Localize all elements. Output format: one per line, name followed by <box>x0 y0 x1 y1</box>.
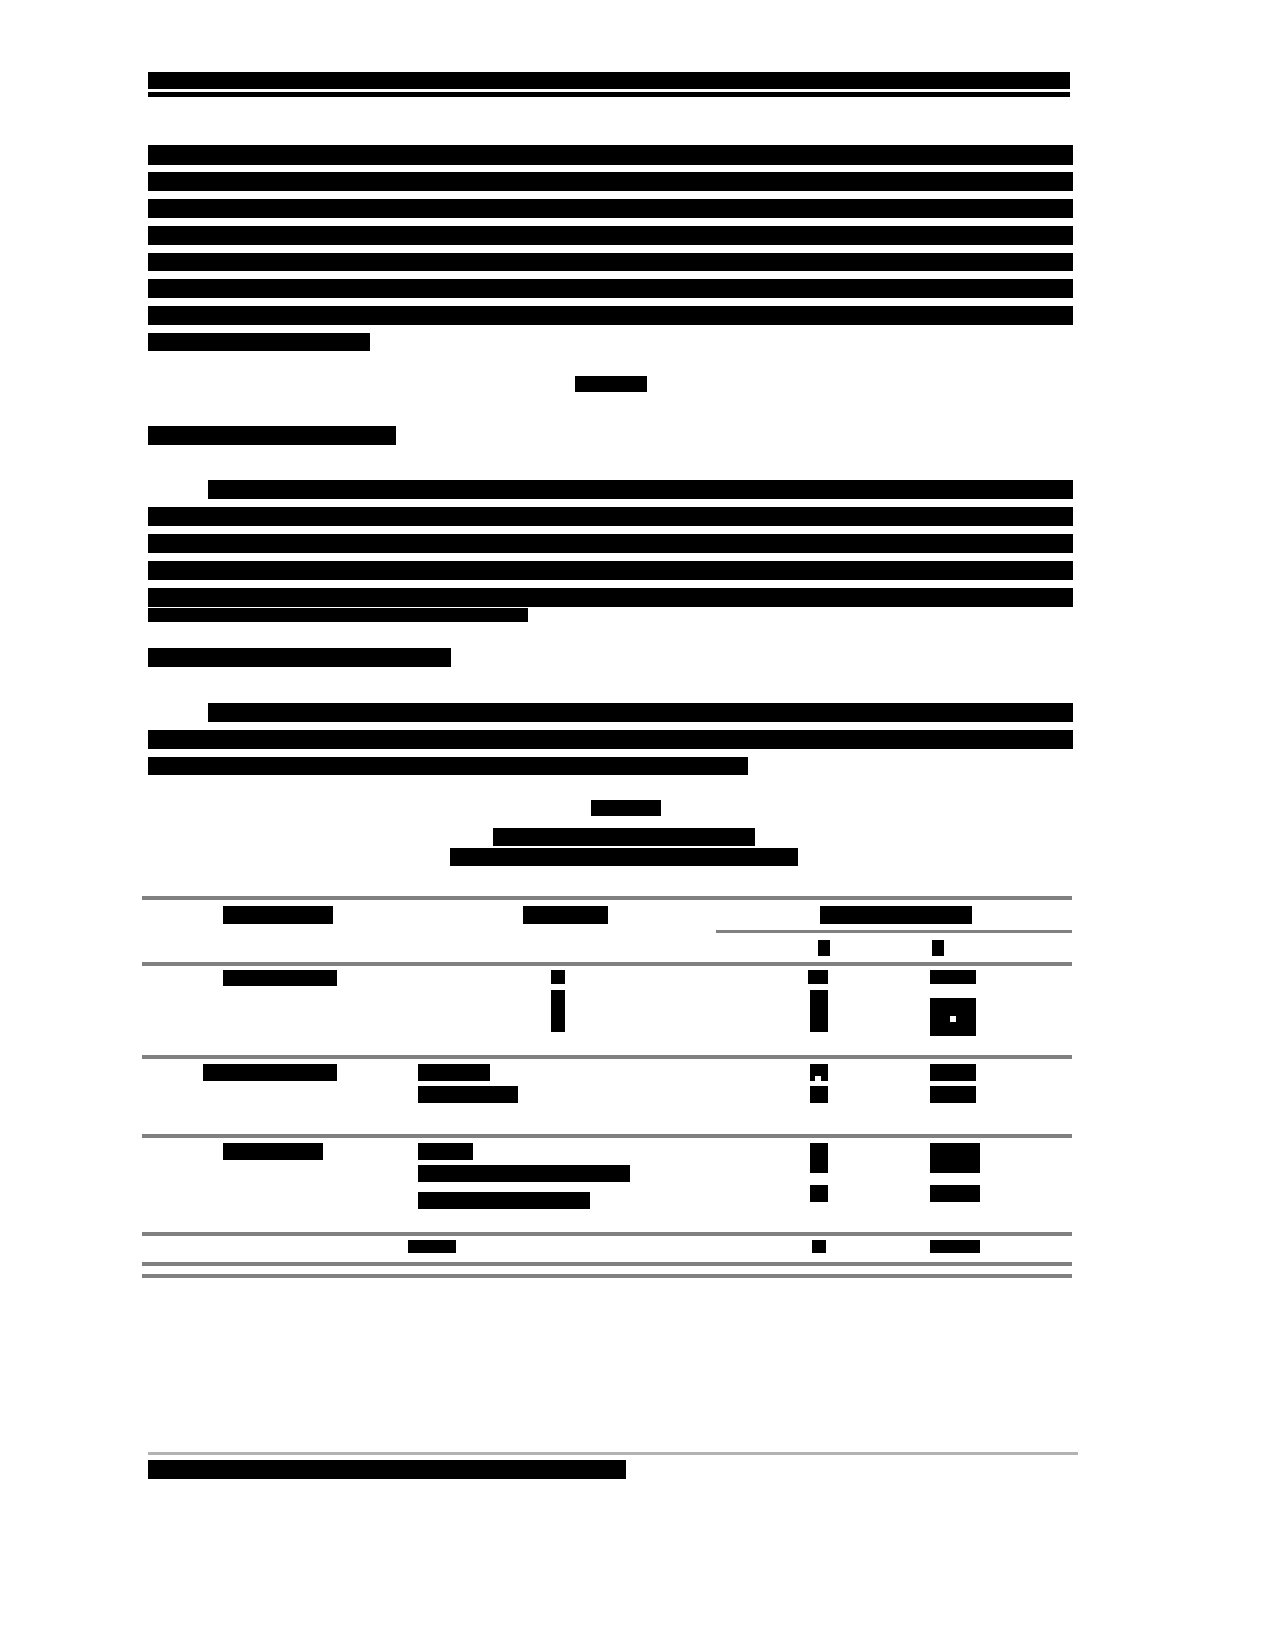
table-cell <box>223 970 337 986</box>
table-cell <box>930 1185 980 1202</box>
section-2-line <box>148 730 1073 749</box>
table-cell <box>930 1240 980 1253</box>
intro-line <box>148 145 1073 165</box>
table-header-bottom-rule <box>142 962 1072 966</box>
table-cell <box>418 1143 473 1160</box>
intro-line <box>148 172 1073 191</box>
table-row-rule <box>142 1134 1072 1138</box>
table-bottom-rule <box>142 1262 1072 1266</box>
table-subheader-cell <box>932 940 944 956</box>
table-cell <box>418 1064 490 1081</box>
table-cell <box>551 970 565 984</box>
table-cell-gap <box>950 1016 956 1022</box>
table-caption-label <box>591 800 661 816</box>
table-column-header <box>223 906 333 924</box>
table-cell <box>812 1240 826 1253</box>
table-subheader-cell <box>818 940 830 956</box>
table-cell <box>930 970 976 984</box>
table-cell <box>930 1064 976 1081</box>
table-row-rule <box>142 1232 1072 1236</box>
section-1-line <box>148 608 528 622</box>
table-column-header <box>820 906 972 924</box>
section-1-heading <box>148 426 396 445</box>
table-top-rule <box>142 896 1072 900</box>
table-bottom-rule-2 <box>142 1274 1072 1278</box>
table-subheader-rule <box>716 930 1072 933</box>
table-row-rule <box>142 1055 1072 1059</box>
table-cell <box>408 1240 456 1253</box>
table-cell <box>223 1143 323 1160</box>
table-cell-gap <box>815 1076 821 1081</box>
intro-line <box>148 279 1073 298</box>
table-cell <box>418 1165 630 1182</box>
table-cell <box>810 1143 828 1173</box>
footer-note <box>148 1460 626 1479</box>
intro-line <box>148 226 1073 245</box>
table-cell <box>810 990 828 1032</box>
section-2-line <box>208 703 1073 722</box>
page-title-underline <box>148 92 1070 97</box>
intro-line <box>148 199 1073 218</box>
page-title-bar <box>148 72 1070 89</box>
section-2-heading <box>148 648 451 667</box>
table-cell <box>418 1192 590 1209</box>
table-column-header <box>523 906 608 924</box>
intro-line <box>148 253 1073 271</box>
table-caption-line <box>450 848 798 866</box>
intro-line <box>148 333 370 351</box>
section-marker-bar <box>575 376 647 392</box>
table-cell <box>418 1086 518 1103</box>
section-1-line <box>148 588 1073 607</box>
table-cell <box>930 1143 980 1173</box>
table-cell <box>203 1064 337 1081</box>
table-cell <box>808 970 828 984</box>
section-1-line <box>148 534 1073 553</box>
table-cell <box>551 990 565 1032</box>
section-1-line <box>208 480 1073 499</box>
section-1-line <box>148 561 1073 580</box>
table-caption-line <box>493 828 755 846</box>
section-1-line <box>148 507 1073 526</box>
intro-line <box>148 306 1073 325</box>
table-cell <box>810 1185 828 1202</box>
table-cell <box>930 1086 976 1103</box>
footer-divider <box>148 1452 1078 1455</box>
table-cell <box>810 1086 828 1103</box>
section-2-line <box>148 757 748 775</box>
